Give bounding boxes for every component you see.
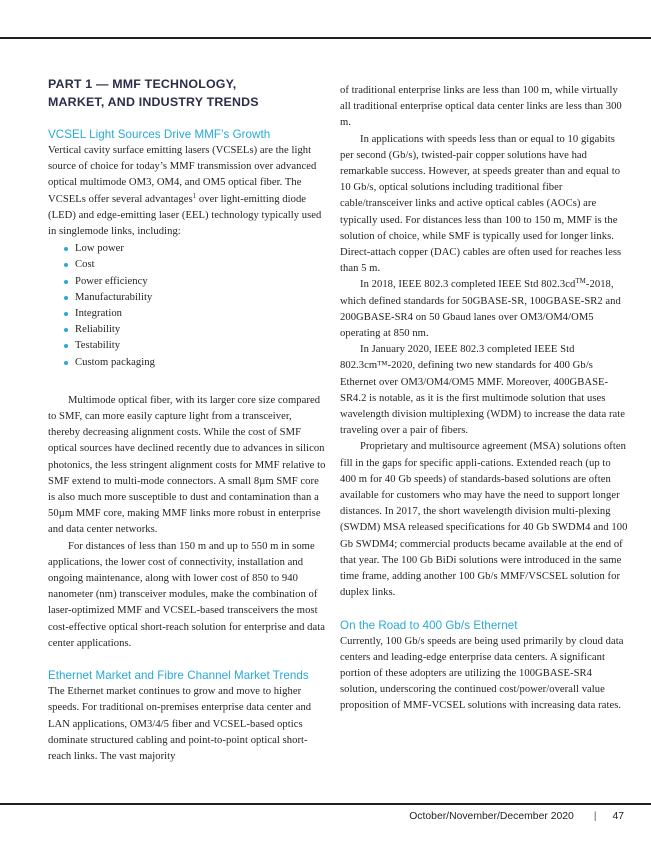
list-item: Custom packaging bbox=[64, 355, 326, 371]
bullet-icon bbox=[64, 344, 68, 348]
trademark-mark: TM bbox=[575, 277, 586, 286]
section-heading-ethernet-market: Ethernet Market and Fibre Channel Market Trends bbox=[48, 669, 309, 683]
spacer bbox=[48, 652, 326, 668]
ethernet-market-paragraph: The Ethernet market continues to grow and move to higher speeds. For traditional on-premises enterprise data center and LAN applications, OM3/4/5 fiber and VCSEL-based optics dominate structured cabling and point-to-point optical short-reach links. The vast majority bbox=[48, 686, 312, 762]
header-rule bbox=[0, 37, 651, 39]
part-title bbox=[48, 75, 326, 111]
list-item: Testability bbox=[64, 338, 326, 354]
multimode-paragraph: Multimode optical fiber, with its larger core size compared to SMF, can more easily capture light from a transceiver, thereby decreasing alignment costs. While the cost of SMF optical sources have declined recently due to advances in silicon photonics, the less stringent alignment costs for MMF relative to SMF extend to multi-mode connectors. A small 8µm SMF core is also much more susceptible to dust and contamination than a 50µm MMF core, making MMF links more robust in enterprise and data center networks. bbox=[48, 394, 326, 536]
400g-paragraph: Currently, 100 Gb/s speeds are being used primarily by cloud data centers and leading-edge enterprise data centers. A significant portion of these adopters are utilizing the 100GBASE-SR4 solution, underscoring the continued cost/power/overall value proposition of MMF-VCSEL solutions with increasing data rates. bbox=[340, 635, 624, 712]
list-item: Cost bbox=[64, 257, 326, 273]
ieee-2018-paragraph: In 2018, IEEE 802.3 completed IEEE Std 802.3cd™-2018, which defined standards for 50GBASE-SR, 100GBASE-SR2 and 200GBASE-SR4 on 50 Gbaud lanes over OM3/OM4/OM5 operating at 850 nm. bbox=[340, 277, 621, 340]
msa-paragraph: Proprietary and multisource agreement (MSA) solutions often fill in the gaps for specific appli-cations. Extended reach (up to 400 m for 40 Gb speeds) of standards-based solutions are often available for customers who may have the need to support longer distances. In 2017, the short wavelength division multi-plexing (SWDM) MSA released specifications for 40 Gb SWDM4 and 100 Gb SWDM4; commercial products became available at the end of that year. The 100 Gb BiDi solutions were introduced in the same time frame, adding another 100 Gb/s MMF/VSCSEL solution for duplex links. bbox=[340, 441, 628, 599]
list-item: Manufacturability bbox=[64, 290, 326, 306]
advantages-list bbox=[48, 241, 326, 371]
bullet-icon bbox=[64, 296, 68, 300]
bullet-icon bbox=[64, 280, 68, 284]
footer-rule bbox=[0, 803, 651, 805]
distances-paragraph: For distances of less than 150 m and up to 550 m in some applications, the lower cost of connectivity, installation and ongoing maintenance, along with lower cost of 850 to 940 nanometer (nm) transceiver modules, make the combination of laser-optimized MMF and VCSEL-based transceivers the most cost-effective optical short-reach solution for enterprise and data center applications. bbox=[48, 540, 326, 649]
bullet-icon bbox=[64, 247, 68, 251]
left-column bbox=[48, 75, 326, 765]
list-item: Reliability bbox=[64, 322, 326, 338]
ieee-2020-paragraph: In January 2020, IEEE 802.3 completed IEEE Std 802.3cm™-2020, defining two new standards for 400 Gb/s Ethernet over OM3/OM4/OM5 MMF. Moreover, 400GBASE-SR4.2 is notable, as it is the first multimode solution that uses wavelength division multiplexing (WDM) to increase the data rate traveling over a pair of fibers. bbox=[340, 344, 626, 437]
right-column bbox=[340, 83, 628, 715]
list-item: Integration bbox=[64, 306, 326, 322]
spacer bbox=[48, 371, 326, 393]
issue-date: October/November/December 2020 bbox=[409, 811, 574, 822]
continued-paragraph: of traditional enterprise links are less than 100 m, while virtually all traditional enterprise optical data center links are less than 300 m. bbox=[340, 85, 622, 129]
bullet-icon bbox=[64, 361, 68, 365]
speeds-paragraph: In applications with speeds less than or equal to 10 gigabits per second (Gb/s), twisted-pair copper solutions have had remarkable success. However, at speeds greater than and equal to 10 Gb/s, optical solutions including traditional fiber cable/transceiver links and active optical cables (AOCs) are typically used. For distances less than 100 to 150 m, MMF is the solution of choice, while SMF is typically used for longer links. Direct-attach copper (DAC) cables are often used for reaches less than 5 m. bbox=[340, 133, 622, 275]
vcsel-intro-paragraph: Vertical cavity surface emitting lasers (VCSELs) are the light source of choice for today’s MMF transmission over advanced optical multimode OM3, OM4, and OM5 optical fiber. The VCSELs offer several advantages$^1$ over light-emitting diode (LED) and edge-emitting laser (EEL) technology typically used in singlemode links, including: bbox=[48, 145, 322, 238]
part-title-line-1: PART 1 — MMF TECHNOLOGY, bbox=[48, 77, 237, 91]
list-item: Power efficiency bbox=[64, 274, 326, 290]
list-item: Low power bbox=[64, 241, 326, 257]
bullet-icon bbox=[64, 312, 68, 316]
section-heading-400g: On the Road to 400 Gb/s Ethernet bbox=[340, 618, 518, 632]
spacer bbox=[340, 602, 628, 618]
page-number: 47 bbox=[612, 811, 624, 822]
bullet-icon bbox=[64, 263, 68, 267]
bullet-icon bbox=[64, 328, 68, 332]
part-title-line-2: MARKET, AND INDUSTRY TRENDS bbox=[48, 95, 259, 109]
footnote-ref: 1 bbox=[192, 191, 197, 200]
page-footer bbox=[409, 811, 624, 822]
section-heading-vcsel: VCSEL Light Sources Drive MMF’s Growth bbox=[48, 128, 271, 141]
footer-separator: | bbox=[593, 811, 597, 822]
